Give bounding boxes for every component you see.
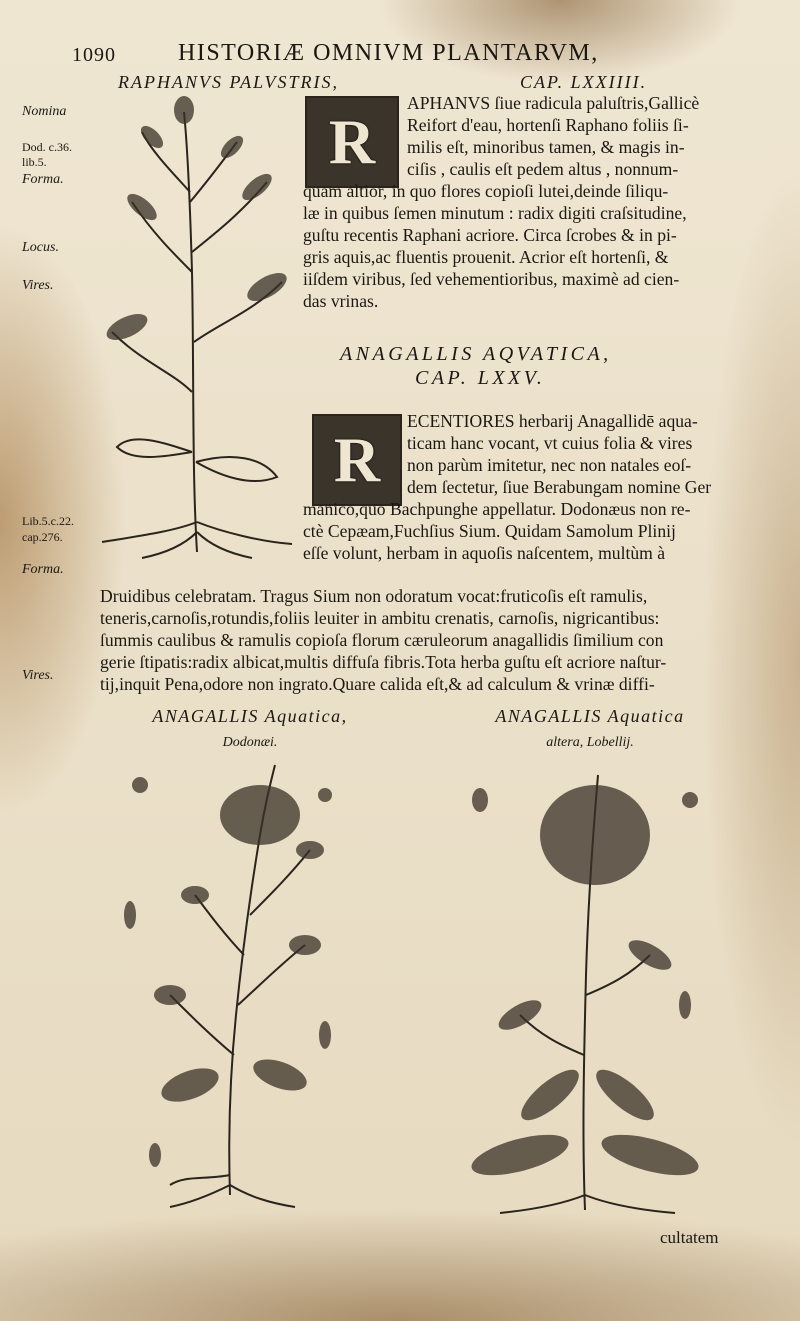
margin-note-vires: Vires.: [22, 278, 54, 293]
text-line: ſummis caulibus & ramulis copioſa florum cæruleorum anagallidis ſimilium con: [100, 630, 664, 650]
margin-note-locus: Locus.: [22, 240, 59, 255]
text-line: ticam hanc vocant, vt cuius folia & vires: [407, 433, 693, 453]
margin-note-forma: Forma.: [22, 172, 64, 187]
text-line: quam altior, in quo flores copioſi lutei,deinde ſiliqu-: [303, 181, 669, 201]
margin-note-reference: Dod. c.36.: [22, 140, 72, 154]
chapter-number: CAP. LXXV.: [415, 367, 546, 389]
margin-note-nomina: Nomina: [22, 104, 67, 119]
decorated-initial: R: [312, 414, 402, 506]
margin-note-forma: Forma.: [22, 562, 64, 577]
text-line: gerie ſtipatis:radix albicat,multis diffuſa fibris.Tota herba guſtu eſt acriore naſtur-: [100, 652, 667, 672]
anagallis-dodonaei-woodcut-illustration: [110, 755, 370, 1210]
text-line: iiſdem viribus, ſed vehementioribus, maximè ad cien-: [303, 269, 680, 289]
chapter-title: RAPHANVS PALVSTRIS,: [118, 72, 339, 92]
catchword: cultatem: [660, 1228, 719, 1247]
figure-caption-left: ANAGALLIS Aquatica,: [152, 706, 348, 726]
text-line: das vrinas.: [303, 291, 379, 311]
text-line: ciſis , caulis eſt pedem altus , nonnum-: [407, 159, 679, 179]
running-title: HISTORIÆ OMNIVM PLANTARVM,: [178, 40, 599, 66]
text-line: Reifort d'eau, hortenſi Raphano foliis ſi-: [407, 115, 689, 135]
text-line: Druidibus celebratam. Tragus Sium non odoratum vocat:fruticoſis eſt ramulis,: [100, 586, 648, 606]
text-line: milis eſt, minoribus tamen, & magis in-: [407, 137, 685, 157]
text-line: gris aquis,ac fluentis prouenit. Acrior eſt hortenſi, &: [303, 247, 669, 267]
margin-note-reference: cap.276.: [22, 530, 63, 544]
chapter2-text: [303, 410, 711, 564]
text-line: teneris,carnoſis,rotundis,foliis leuiter in ambitu crenatis, carnoſis, nigricantibus:: [100, 608, 660, 628]
text-line: APHANVS ſiue radicula paluſtris,Gallicè: [407, 93, 700, 113]
decorated-initial: R: [305, 96, 399, 188]
raphanus-woodcut-illustration: [92, 92, 302, 562]
text-line: læ in quibus ſemen minutum : radix digiti craſsitudine,: [303, 203, 687, 223]
margin-note-reference: lib.5.: [22, 155, 47, 169]
text-line: guſtu recentis Raphani acriore. Circa ſcrobes & in pi-: [303, 225, 677, 245]
anagallis-lobellii-woodcut-illustration: [460, 755, 730, 1220]
text-line: non parùm imitetur, nec non natales eoſ-: [407, 455, 692, 475]
figure-caption-left-author: Dodonæi.: [222, 735, 278, 750]
chapter1-text: [303, 92, 699, 312]
text-line: eſſe volunt, herbam in aquoſis naſcentem, multùm à: [303, 543, 666, 563]
text-line: dem ſectetur, ſiue Berabungam nomine Ger: [407, 477, 712, 497]
figure-caption-right-author: altera, Lobellij.: [546, 735, 634, 750]
text-line: manico,quo Bachpunghe appellatur. Dodonæus non re-: [303, 499, 691, 519]
page-number: 1090: [72, 44, 116, 66]
margin-note-reference: Lib.5.c.22.: [22, 514, 74, 528]
text-line: ctè Cepæam,Fuchſius Sium. Quidam Samolum Plinij: [303, 521, 676, 541]
chapter-number: CAP. LXXIIII.: [520, 72, 648, 92]
margin-note-vires: Vires.: [22, 668, 54, 683]
chapter2-text-full: [100, 585, 666, 695]
text-line: ECENTIORES herbarij Anagallidē aqua-: [407, 411, 698, 431]
text-line: tij,inquit Pena,odore non ingrato.Quare calida eſt,& ad calculum & vrinæ diffi-: [100, 674, 655, 694]
chapter-title: ANAGALLIS AQVATICA,: [340, 343, 612, 365]
figure-caption-right: ANAGALLIS Aquatica: [495, 706, 685, 726]
